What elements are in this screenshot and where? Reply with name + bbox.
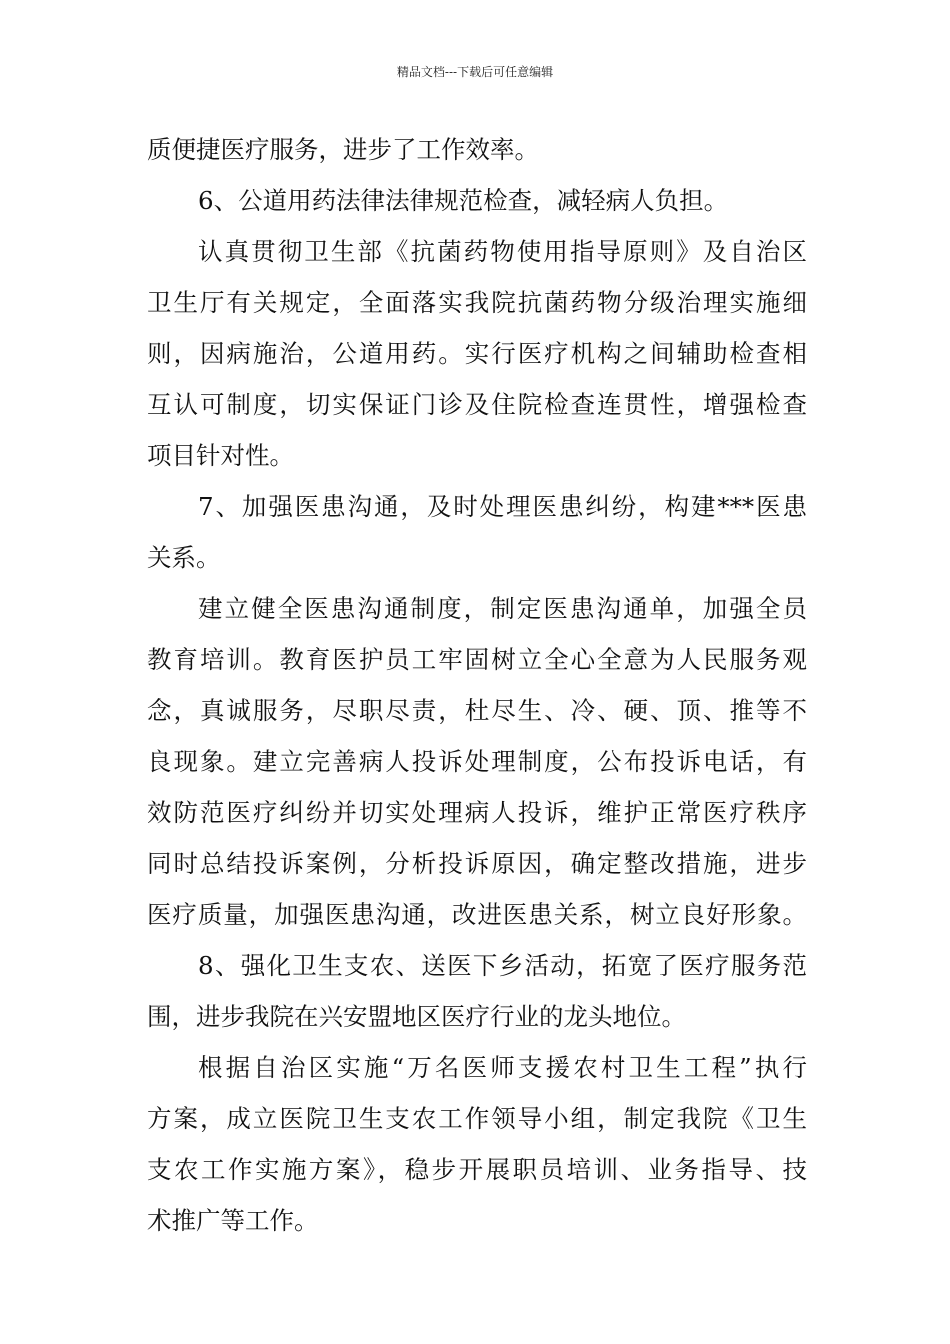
text-line: 支农工作实施方案》，稳步开展职员培训、业务指导、技 bbox=[147, 1155, 807, 1184]
document-body bbox=[147, 124, 807, 1246]
text-line: 医疗质量，加强医患沟通，改进医患关系，树立良好形象。 bbox=[147, 900, 807, 929]
text-line: 6、公道用药法律法律规范检查，减轻病人负担。 bbox=[198, 186, 729, 215]
text-line: 念，真诚服务，尽职尽责，杜尽生、冷、硬、顶、推等不 bbox=[147, 696, 807, 725]
text-line: 则，因病施治，公道用药。实行医疗机构之间辅助检查相 bbox=[147, 339, 807, 368]
text-line: 质便捷医疗服务，进步了工作效率。 bbox=[147, 135, 539, 164]
text-line: 互认可制度，切实保证门诊及住院检查连贯性，增强检查 bbox=[147, 390, 807, 419]
text-line: 认真贯彻卫生部《抗菌药物使用指导原则》及自治区 bbox=[198, 237, 807, 266]
text-line: 项目针对性。 bbox=[147, 441, 294, 470]
text-line: 同时总结投诉案例，分析投诉原因，确定整改措施，进步 bbox=[147, 849, 807, 878]
text-line: 7、加强医患沟通，及时处理医患纠纷，构建***医患 bbox=[198, 492, 807, 521]
page-header: 精品文档---下载后可任意编辑 bbox=[396, 65, 554, 79]
text-line: 建立健全医患沟通制度，制定医患沟通单，加强全员 bbox=[198, 594, 807, 623]
text-line: 效防范医疗纠纷并切实处理病人投诉，维护正常医疗秩序 bbox=[147, 798, 807, 827]
text-line: 术推广等工作。 bbox=[147, 1206, 319, 1235]
text-line: 围，进步我院在兴安盟地区医疗行业的龙头地位。 bbox=[147, 1002, 686, 1031]
text-line: 良现象。建立完善病人投诉处理制度，公布投诉电话，有 bbox=[147, 747, 807, 776]
text-line: 方案，成立医院卫生支农工作领导小组，制定我院《卫生 bbox=[147, 1104, 807, 1133]
text-line: 关系。 bbox=[147, 543, 221, 572]
text-line: 卫生厅有关规定，全面落实我院抗菌药物分级治理实施细 bbox=[147, 288, 807, 317]
text-line: 教育培训。教育医护员工牢固树立全心全意为人民服务观 bbox=[147, 645, 807, 674]
text-line: 根据自治区实施“万名医师支援农村卫生工程”执行 bbox=[198, 1053, 807, 1082]
text-line: 8、强化卫生支农、送医下乡活动，拓宽了医疗服务范 bbox=[198, 951, 807, 980]
